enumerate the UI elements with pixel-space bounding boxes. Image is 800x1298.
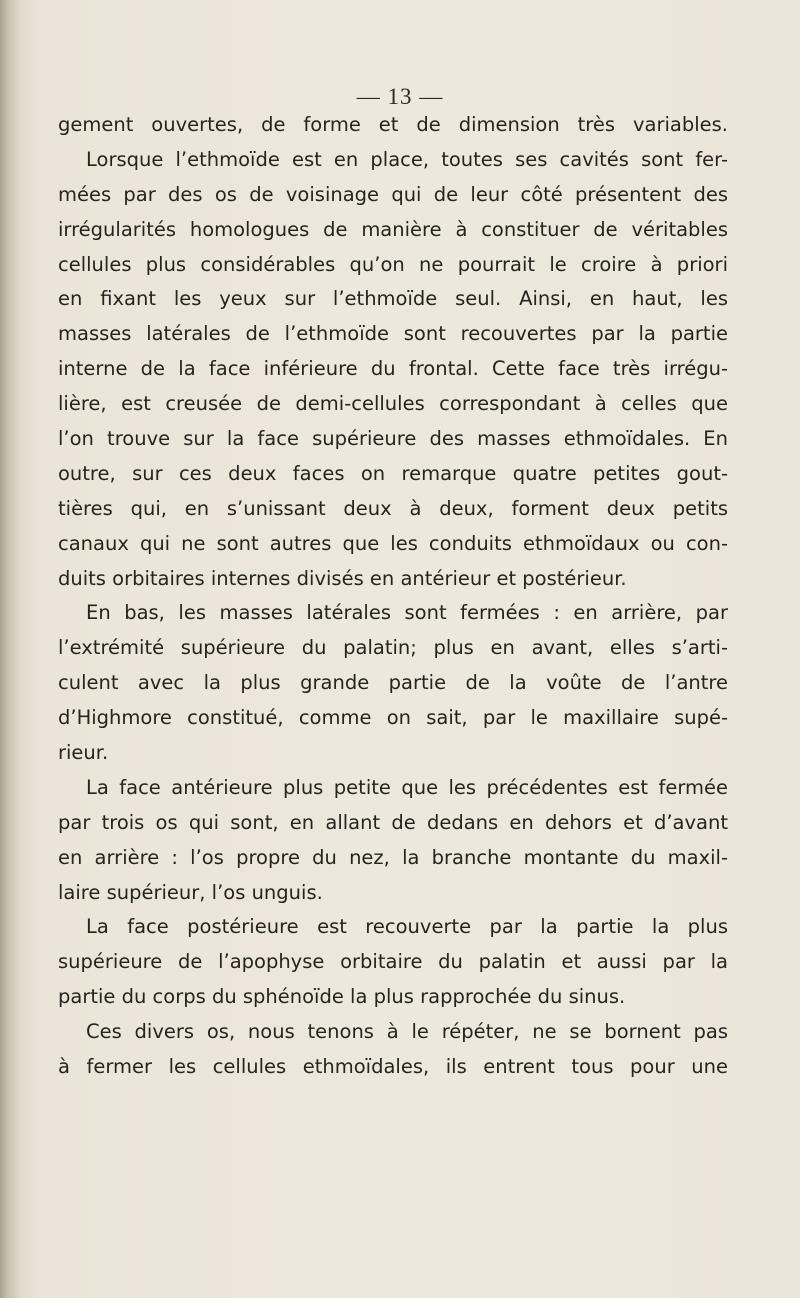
text-line: Lorsque l’ethmoïde est en place, toutes ses cavités sont fer- xyxy=(86,147,728,171)
text-line: La face postérieure est recouverte par la partie la plus xyxy=(86,915,728,939)
text-line: en fixant les yeux sur l’ethmoïde seul. Ainsi, en haut, les xyxy=(58,287,728,311)
text-line: supérieure de l’apophyse orbitaire du palatin et aussi par la xyxy=(58,950,728,974)
text-line: en arrière : l’os propre du nez, la branche montante du maxil- xyxy=(58,845,728,869)
text-line: cellules plus considérables qu’on ne pourrait le croire à priori xyxy=(58,252,728,276)
text-line: l’on trouve sur la face supérieure des masses ethmoïdales. En xyxy=(58,427,728,451)
body-text xyxy=(58,108,728,1085)
text-line: canaux qui ne sont autres que les conduits ethmoïdaux ou con- xyxy=(58,531,728,555)
text-line: En bas, les masses latérales sont fermées : en arrière, par xyxy=(86,601,728,625)
text-line: outre, sur ces deux faces on remarque quatre petites gout- xyxy=(58,461,728,485)
text-line: à fermer les cellules ethmoïdales, ils entrent tous pour une xyxy=(58,1055,728,1079)
text-line: gement ouvertes, de forme et de dimension très variables. xyxy=(58,113,728,136)
text-line: d’Highmore constitué, comme on sait, par le maxillaire supé- xyxy=(58,706,728,730)
text-line: l’extrémité supérieure du palatin; plus en avant, elles s’arti- xyxy=(58,636,728,660)
text-line: irrégularités homologues de manière à constituer de véritables xyxy=(58,217,728,241)
text-line: partie du corps du sphénoïde la plus rapprochée du sinus. xyxy=(58,985,626,1009)
binding-gutter xyxy=(0,0,20,1298)
text-line: masses latérales de l’ethmoïde sont recouvertes par la partie xyxy=(58,322,728,346)
text-line: duits orbitaires internes divisés en antérieur et postérieur. xyxy=(58,566,627,590)
text-line: mées par des os de voisinage qui de leur côté présentent des xyxy=(58,182,728,206)
text-line: laire supérieur, l’os unguis. xyxy=(58,880,323,904)
text-line: rieur. xyxy=(58,741,109,765)
text-line: lière, est creusée de demi-cellules correspondant à celles que xyxy=(58,392,728,416)
page-number: — 13 — xyxy=(356,84,444,109)
text-line: Ces divers os, nous tenons à le répéter, ne se bornent pas xyxy=(86,1020,728,1044)
text-line: culent avec la plus grande partie de la voûte de l’antre xyxy=(58,671,728,695)
text-line: interne de la face inférieure du frontal. Cette face très irrégu- xyxy=(58,357,728,381)
text-line: tières qui, en s’unissant deux à deux, forment deux petits xyxy=(58,496,728,520)
text-line: par trois os qui sont, en allant de dedans en dehors et d’avant xyxy=(58,810,728,834)
text-line: La face antérieure plus petite que les précédentes est fermée xyxy=(86,775,728,799)
